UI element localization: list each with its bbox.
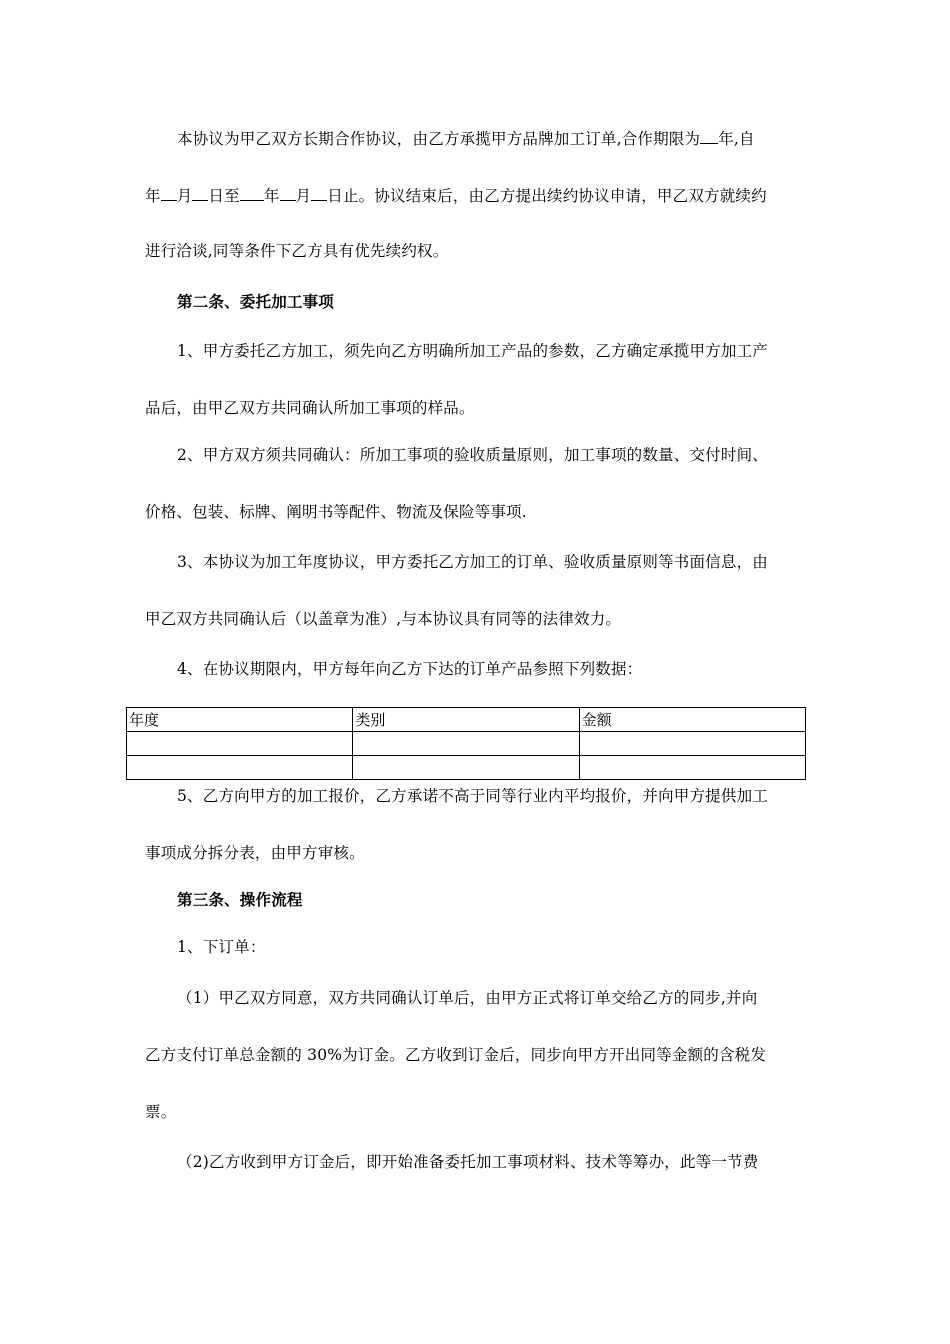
blank-end-day	[311, 184, 327, 201]
p1-end-month-label: 月	[295, 187, 312, 205]
table-cell	[353, 732, 579, 756]
table-header-amount: 金额	[579, 708, 805, 732]
p1-text-b: 年,自	[718, 130, 755, 148]
p1-text-a: 本协议为甲乙双方长期合作协议，由乙方承揽甲方品牌加工订单,合作期限为	[177, 130, 701, 148]
table-row	[127, 756, 806, 780]
section3-title: 第三条、操作流程	[177, 890, 303, 909]
table-cell	[127, 732, 353, 756]
s2-item1-line2: 品后，由甲乙双方共同确认所加工事项的样品。	[145, 399, 475, 417]
order-data-table	[126, 707, 806, 780]
s2-item3-line1: 3、本协议为加工年度协议，甲方委托乙方加工的订单、验收质量原则等书面信息，由	[177, 553, 768, 571]
table-cell	[579, 732, 805, 756]
table-cell	[127, 756, 353, 780]
p1-line2	[145, 184, 767, 206]
s2-item5-line1: 5、乙方向甲方的加工报价，乙方承诺不高于同等行业内平均报价，并向甲方提供加工	[177, 787, 768, 805]
table-row	[127, 732, 806, 756]
blank-start-month	[161, 184, 177, 201]
blank-years	[700, 127, 718, 144]
s2-item3-line2: 甲乙双方共同确认后（以盖章为准）,与本协议具有同等的法律效力。	[145, 610, 622, 628]
s3-sub1-line2: 乙方支付订单总金额的 30%为订金。乙方收到订金后，同步向甲方开出同等金额的含税发	[145, 1046, 767, 1064]
s3-sub1-line1: （1）甲乙双方同意，双方共同确认订单后，由甲方正式将订单交给乙方的同步,并向	[177, 989, 758, 1007]
p1-day-to-label: 日至	[208, 187, 240, 205]
s3-sub1-line3: 票。	[145, 1103, 177, 1121]
table-header-year: 年度	[127, 708, 353, 732]
s2-item4: 4、在协议期限内，甲方每年向乙方下达的订单产品参照下列数据：	[177, 660, 643, 678]
s2-item2-line1: 2、甲方双方须共同确认：所加工事项的验收质量原则，加工事项的数量、交付时间、	[177, 446, 768, 464]
p1-line1	[177, 127, 755, 149]
p1-end-year-label: 年	[263, 187, 280, 205]
blank-end-month	[280, 184, 296, 201]
p1-year-label: 年	[145, 187, 161, 205]
s2-item2-line2: 价格、包装、标牌、阐明书等配件、物流及保险等事项.	[145, 503, 527, 521]
p1-line3: 进行洽谈,同等条件下乙方具有优先续约权。	[145, 242, 449, 260]
s2-item5-line2: 事项成分拆分表，由甲方审核。	[145, 844, 365, 862]
p1-text-f: 日止。协议结束后，由乙方提出续约协议申请，甲乙双方就续约	[327, 187, 767, 205]
s3-sub2-line1: （2)乙方收到甲方订金后，即开始准备委托加工事项材料、技术等筹办，此等一节费	[177, 1153, 759, 1171]
s3-item1: 1、下订单：	[177, 938, 266, 956]
s2-item1-line1: 1、甲方委托乙方加工，须先向乙方明确所加工产品的参数，乙方确定承揽甲方加工产	[177, 342, 768, 360]
blank-start-day	[192, 184, 208, 201]
blank-end-year	[240, 184, 264, 201]
table-header-row	[127, 708, 806, 732]
table-cell	[353, 756, 579, 780]
table-header-category: 类别	[353, 708, 579, 732]
section2-title: 第二条、委托加工事项	[177, 292, 335, 311]
p1-month-label: 月	[176, 187, 193, 205]
table-cell	[579, 756, 805, 780]
